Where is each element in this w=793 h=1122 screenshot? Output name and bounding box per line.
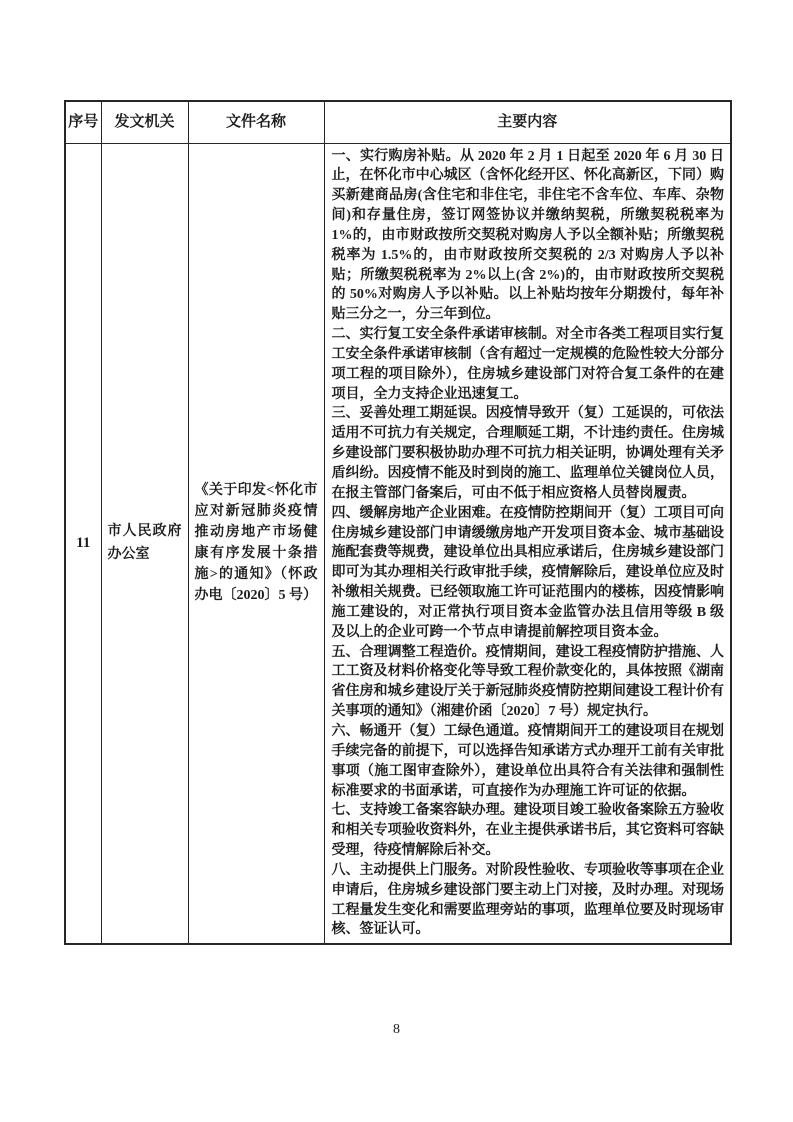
row-document-title: 《关于印发<怀化市应对新冠肺炎疫情推动房地产市场健康有序发展十条措施>的通知》（怀政办电〔2020〕5 号） xyxy=(188,143,324,944)
header-main-content: 主要内容 xyxy=(324,101,731,143)
content-paragraph: 八、主动提供上门服务。对阶段性验收、专项验收等事项在企业申请后，住房城乡建设部门要主动上门对接，及时办理。对现场工程量发生变化和需要监理旁站的事项，监理单位要及时现场审核、签证认可。 xyxy=(331,862,724,938)
content-paragraph: 五、合理调整工程造价。疫情期间，建设工程疫情防护措施、人工工资及材料价格变化等导致工程价款变化的，具体按照《湖南省住房和城乡建设厅关于新冠肺炎疫情防控期间建设工程计价有关事项的通知》（湘建价函〔2020〕7 号）规定执行。 xyxy=(331,644,724,720)
table-header-row xyxy=(65,101,731,143)
content-paragraph: 六、畅通开（复）工绿色通道。疫情期间开工的建设项目在规划手续完备的前提下，可以选择告知承诺方式办理开工前有关审批事项（施工图审查除外），建设单位出具符合有关法律和强制性标准要求的书面承诺，可直接作为办理施工许可证的依据。 xyxy=(331,723,724,799)
content-paragraph: 二、实行复工安全条件承诺审核制。对全市各类工程项目实行复工安全条件承诺审核制（含有超过一定规模的危险性较大分部分项工程的项目除外），住房城乡建设部门对符合复工条件的在建项目，全力支持企业迅速复工。 xyxy=(331,327,724,402)
header-document-title: 文件名称 xyxy=(188,101,324,143)
content-paragraph: 三、妥善处理工期延误。因疫情导致开（复）工延误的，可依法适用不可抗力有关规定，合理顺延工期，不计违约责任。住房城乡建设部门要积极协助办理不可抗力相关证明，协调处理有关矛盾纠纷。因疫情不能及时到岗的施工、监理单位关键岗位人员，在报主管部门备案后，可由不低于相应资格人员替岗履责。 xyxy=(331,406,724,501)
table-row xyxy=(65,143,731,944)
header-serial: 序号 xyxy=(65,101,101,143)
header-agency: 发文机关 xyxy=(101,101,188,143)
document-table xyxy=(64,100,732,945)
row-serial-number: 11 xyxy=(65,143,101,944)
page-number: 8 xyxy=(393,1022,400,1037)
row-main-content xyxy=(324,143,731,944)
content-paragraph: 一、实行购房补贴。从 2020 年 2 月 1 日起至 2020 年 6 月 30 日止，在怀化市中心城区（含怀化经开区、怀化高新区，下同）购买新建商品房(含住宅和非住宅，非住宅不含车位、车库、杂物间)和存量住房，签订网签协议并缴纳契税，所缴契税税率为 1%的，由市财政按所交契税对购房人予以全额补贴；所缴契税税率为 1.5%的，由市财政按所交契税的 2/3 对购房人予以补贴；所缴契税税率为 2%以上(含 2%)的，由市财政按所交契税的 50%对购房人予以补贴。以上补贴均按年分期拨付，每年补贴三分之一，分三年到位。 xyxy=(331,148,724,323)
row-issuing-agency: 市人民政府办公室 xyxy=(101,143,188,944)
content-paragraph: 四、缓解房地产企业困难。在疫情防控期间开（复）工项目可向住房城乡建设部门申请缓缴房地产开发项目资本金、城市基础设施配套费等规费，建设单位出具相应承诺后，住房城乡建设部门即可为其办理相关行政审批手续，疫情解除后，建设单位应及时补缴相关规费。已经领取施工许可证范围内的楼栋，因疫情影响施工建设的，对正常执行项目资本金监管办法且信用等级 B 级及以上的企业可跨一个节点申请提前解控项目资本金。 xyxy=(331,505,724,640)
content-paragraph: 七、支持竣工备案容缺办理。建设项目竣工验收备案除五方验收和相关专项验收资料外，在业主提供承诺书后，其它资料可容缺受理，待疫情解除后补交。 xyxy=(331,803,724,859)
